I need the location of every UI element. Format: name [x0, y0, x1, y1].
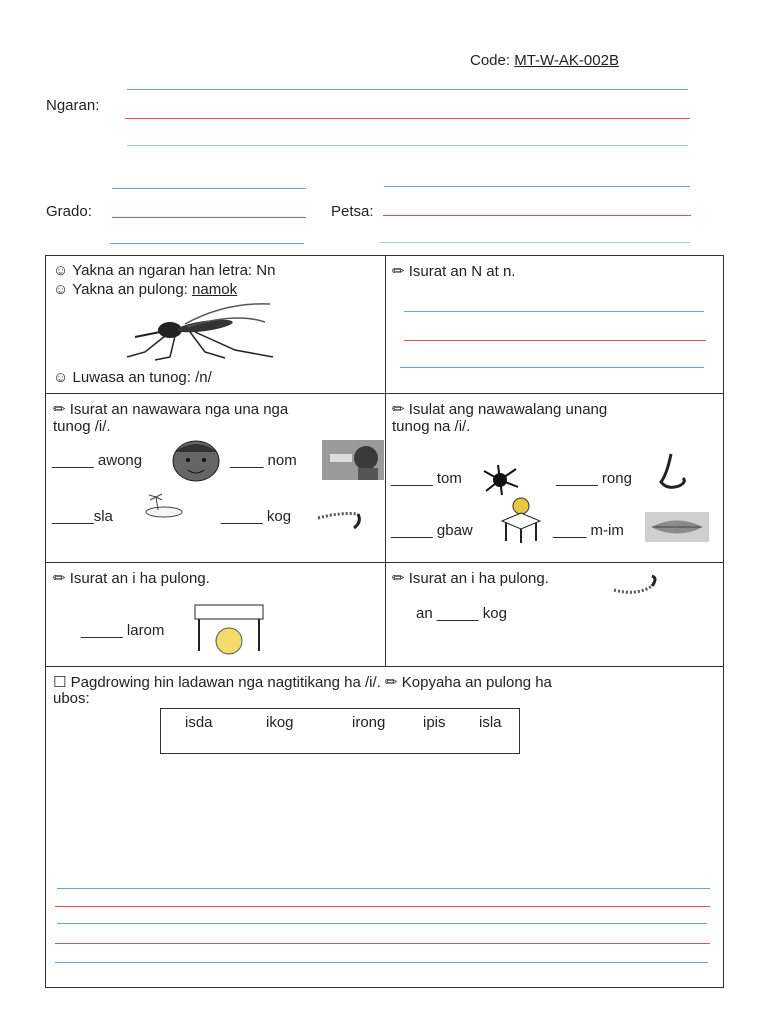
ball-under-table-icon — [193, 603, 265, 655]
box4-instruction: ✏ Isulat ang nawawalang unang — [392, 401, 608, 418]
box1-line3: ☺ Luwasa an tunog: /n/ — [53, 369, 212, 386]
pencil-icon: ✏ — [385, 674, 398, 691]
name-label: Ngaran: — [46, 97, 100, 114]
pencil-icon: ✏ — [53, 570, 66, 587]
word-bank-item: ikog — [266, 714, 294, 731]
copy-guide-2 — [57, 923, 707, 924]
word-bank-item: isla — [479, 714, 502, 731]
word-bank — [160, 708, 520, 754]
box3-item-3: _____sla — [52, 508, 113, 525]
box4-item-2: _____ rong — [556, 470, 632, 487]
date-guide-bottom — [380, 242, 690, 243]
smiley-icon: ☺ — [53, 369, 69, 386]
island-icon — [144, 492, 184, 518]
face-icon — [171, 440, 221, 482]
date-label: Petsa: — [331, 203, 374, 220]
box4-item-3: _____ gbaw — [391, 522, 473, 539]
pencil-icon: ✏ — [392, 263, 405, 280]
grade-line[interactable] — [112, 217, 306, 218]
copy-guide-1 — [57, 888, 710, 889]
pencil-icon: ✏ — [392, 570, 405, 587]
smiley-icon: ☺ — [53, 262, 69, 279]
lips-photo-icon — [645, 512, 709, 542]
word-bank-item: irong — [352, 714, 386, 731]
copy-line-1[interactable] — [55, 906, 710, 907]
grade-guide-bottom — [110, 243, 304, 244]
code-value: MT-W-AK-002B — [514, 52, 619, 69]
box3-item-4: _____ kog — [221, 508, 292, 525]
word-bank-item: ipis — [423, 714, 446, 731]
box5-item: _____ larom — [81, 622, 165, 639]
date-line[interactable] — [383, 215, 691, 216]
nose-icon — [657, 452, 691, 492]
box6-item: an _____ kog — [416, 605, 507, 622]
box6-instruction: ✏ Isurat an i ha pulong. — [392, 570, 549, 587]
name-guide-top — [127, 89, 688, 90]
name-guide-bottom — [127, 145, 688, 146]
box3-item-1: _____ awong — [52, 452, 143, 469]
box1-line1: ☺ Yakna an ngaran han letra: Nn — [53, 262, 276, 279]
smiley-icon: ☺ — [53, 281, 69, 298]
box3-instruction: ✏ Isurat an nawawara nga una nga — [53, 401, 289, 418]
box7-instruction: ☐ Pagdrowing hin ladawan nga nagtitikang ha /i/. ✏ Kopyaha an pulong ha — [53, 674, 552, 691]
tail-icon — [612, 574, 662, 602]
grade-label: Grado: — [46, 203, 92, 220]
box2-write-line[interactable] — [404, 340, 706, 341]
mosquito-icon — [125, 302, 275, 362]
date-guide-top — [384, 186, 690, 187]
box2-instruction: ✏ Isurat an N at n. — [392, 263, 516, 280]
box4-instruction-2: tunog na /i/. — [392, 418, 471, 435]
pencil-icon: ✏ — [392, 401, 405, 418]
code-label: Code: MT-W-AK-002B — [470, 52, 619, 69]
grade-guide-top — [112, 188, 306, 189]
name-line[interactable] — [125, 118, 690, 119]
copy-line-2[interactable] — [55, 943, 710, 944]
box3-item-2: ____ nom — [230, 452, 297, 469]
drinking-photo-icon — [322, 440, 384, 480]
word-bank-item: isda — [185, 714, 213, 731]
pencil-icon: ✏ — [53, 401, 66, 418]
tail-icon — [316, 508, 364, 530]
box3-instruction-2: tunog /i/. — [53, 418, 111, 435]
box4-item-1: _____ tom — [391, 470, 462, 487]
ink-splat-icon — [480, 465, 520, 495]
box2-guide-top — [404, 311, 704, 312]
ball-under-table-icon — [500, 497, 542, 545]
box1-line2: ☺ Yakna an pulong: namok — [53, 281, 238, 298]
box2-guide-bottom — [400, 367, 704, 368]
box4-item-4: ____ m-im — [553, 522, 624, 539]
box7-instruction-3: ubos: — [53, 690, 90, 707]
box5-instruction: ✏ Isurat an i ha pulong. — [53, 570, 210, 587]
checkbox-icon: ☐ — [53, 674, 67, 691]
copy-guide-3 — [55, 962, 708, 963]
